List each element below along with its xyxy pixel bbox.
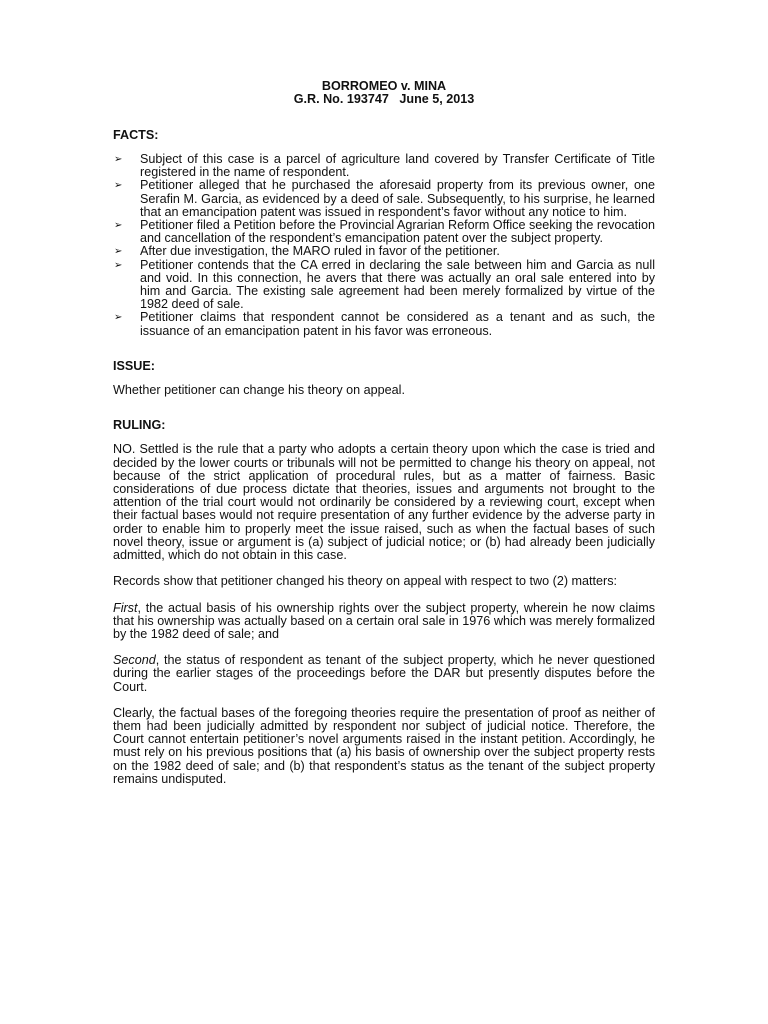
list-item — [113, 153, 655, 179]
arrow-bullet-icon: ➢ — [114, 220, 123, 232]
second-rest: , the status of respondent as tenant of the subject property, which he never questioned during the earlier stages of the proceedings before the DAR but presently disputes before the Court. — [113, 653, 655, 694]
fact-text: Petitioner contends that the CA erred in declaring the sale between him and Garcia as null and void. In this connection, he avers that there was actually an oral sale entered into by him and Garcia. The existing sale agreement had been merely formalized by virtue of the 1982 deed of sale. — [140, 257, 655, 312]
facts-list — [113, 153, 655, 338]
arrow-bullet-icon: ➢ — [114, 259, 123, 271]
fact-text: Petitioner filed a Petition before the Provincial Agrarian Reform Office seeking the revocation and cancellation of the respondent’s emancipation patent over the subject property. — [140, 218, 655, 246]
ruling-paragraph-5: Clearly, the factual bases of the foregoing theories require the presentation of proof as neither of them had been judicially admitted by respondent nor subject of judicial notice. Therefore, the Court cannot entertain petitioner’s novel arguments raised in the instant petition. Accordingly, he must rely on his previous positions that (a) his basis of ownership over the subject property rests on the 1982 deed of sale; and (b) that respondent’s status as the tenant of the subject property remains undisputed. — [113, 705, 655, 786]
first-rest: , the actual basis of his ownership rights over the subject property, wherein he now claims that his ownership was actually based on a certain oral sale in 1976 which was merely formalized by the 1982 deed of sale; and — [113, 600, 655, 641]
ruling-paragraph-first — [113, 602, 655, 642]
list-item — [113, 259, 655, 312]
fact-text: After due investigation, the MARO ruled in favor of the petitioner. — [140, 244, 500, 259]
issue-text: Whether petitioner can change his theory on appeal. — [113, 383, 405, 398]
arrow-bullet-icon: ➢ — [114, 312, 123, 324]
arrow-bullet-icon: ➢ — [114, 246, 123, 258]
list-item — [113, 311, 655, 337]
fact-text: Petitioner alleged that he purchased the aforesaid property from its previous owner, one Serafin M. Garcia, as evidenced by a deed of sale. Subsequently, to his surprise, he learned that an emancipation patent was issued in respondent’s favor without any notice to him. — [140, 178, 655, 219]
issue-heading: ISSUE: — [113, 358, 155, 373]
ruling-paragraph-second — [113, 654, 655, 694]
ruling-heading: RULING: — [113, 418, 166, 433]
case-header — [113, 80, 655, 107]
second-lead: Second — [113, 653, 156, 668]
case-citation: G.R. No. 193747 June 5, 2013 — [293, 92, 475, 107]
list-item — [113, 219, 655, 245]
ruling-paragraph-1: NO. Settled is the rule that a party who adopts a certain theory upon which the case is tried and decided by the lower courts or tribunals will not be permitted to change his theory on appeal, not because of the strict application of procedural rules, but as a matter of fairness. Basic considerations of due process dictate that theories, issues and arguments not brought to the attention of the trial court would not ordinarily be considered by a reviewing court, except when their factual bases would not require presentation of any further evidence by the adverse party in order to enable him to properly meet the issue raised, such as when the factual bases of such novel theory, issue or argument is (a) subject of judicial notice; or (b) had already been judicially admitted, which do not obtain in this case. — [113, 442, 655, 563]
arrow-bullet-icon: ➢ — [114, 180, 123, 192]
fact-text: Petitioner claims that respondent cannot be considered as a tenant and as such, the issuance of an emancipation patent in his favor was erroneous. — [140, 310, 655, 338]
arrow-bullet-icon: ➢ — [114, 154, 123, 166]
list-item — [113, 179, 655, 219]
first-lead: First — [113, 600, 138, 615]
case-title: BORROMEO v. MINA — [321, 79, 447, 93]
facts-heading: FACTS: — [113, 127, 159, 142]
document-page — [113, 80, 655, 799]
fact-text: Subject of this case is a parcel of agriculture land covered by Transfer Certificate of Title registered in the name of respondent. — [140, 152, 655, 180]
ruling-paragraph-2: Records show that petitioner changed his theory on appeal with respect to two (2) matters: — [113, 574, 618, 589]
